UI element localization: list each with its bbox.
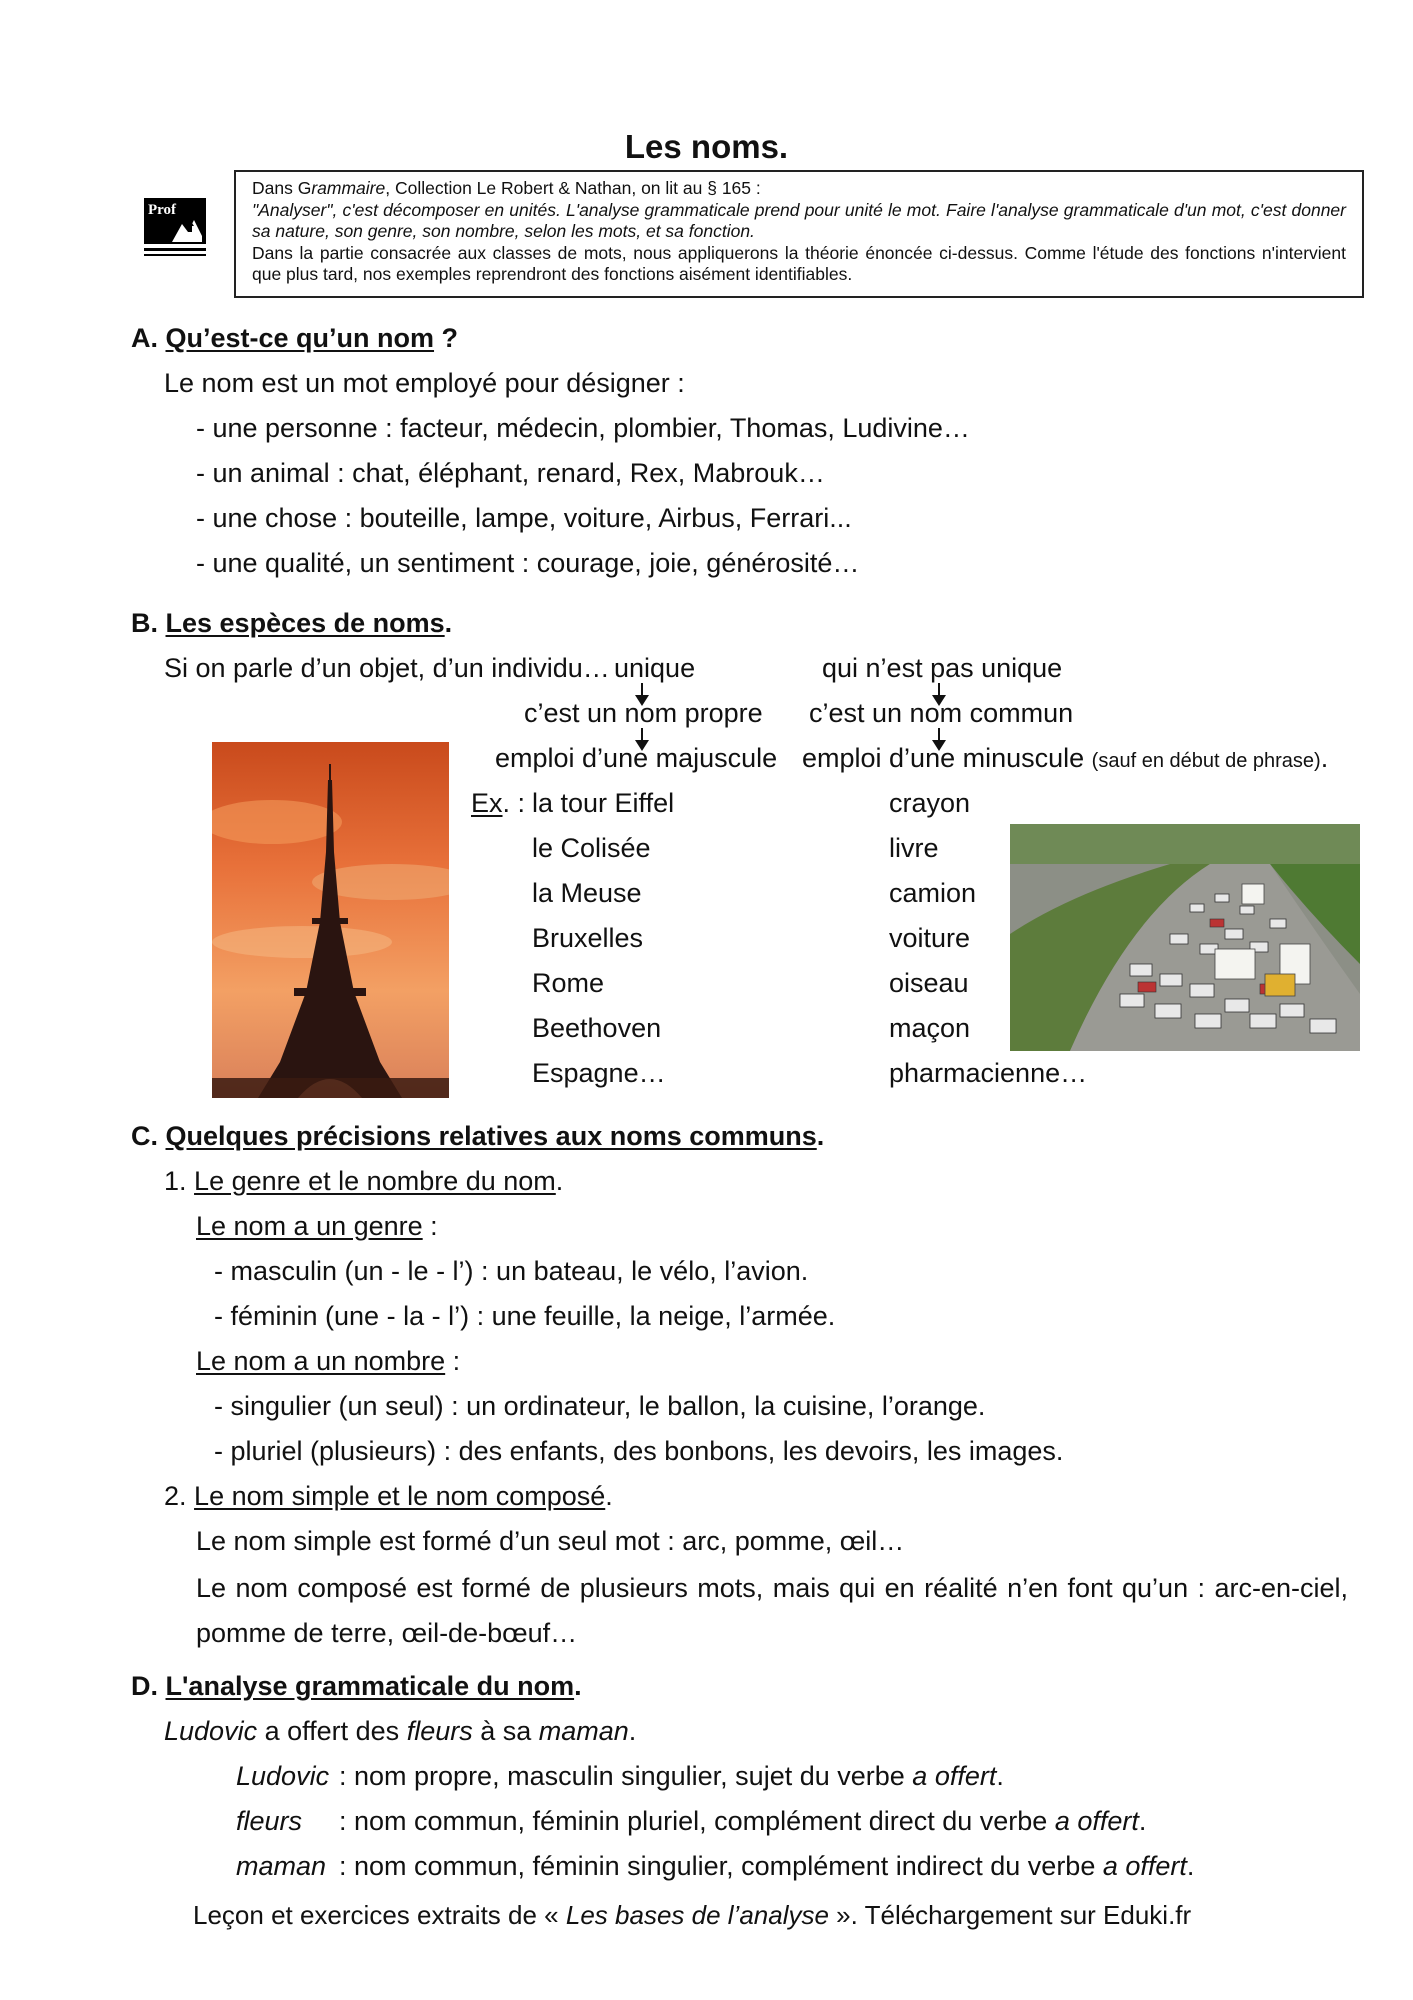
lowercase-label: emploi d’une minuscule (sauf en début de phrase). [802, 743, 1329, 773]
compound-noun-text: Le nom composé est formé de plusieurs mots, mais qui en réalité n’en font qu’un : arc-en-ciel, pomme de terre, œil-de-bœuf… [196, 1573, 1348, 1648]
arrow-down-icon [641, 728, 643, 741]
subsection-2-title: 2. Le nom simple et le nom composé. [164, 1481, 613, 1511]
prof-icon [142, 196, 208, 258]
citation-box [234, 170, 1364, 298]
simple-noun-text: Le nom simple est formé d’un seul mot : arc, pomme, œil… [196, 1526, 905, 1556]
list-item: - une chose : bouteille, lampe, voiture, Airbus, Ferrari... [196, 503, 852, 533]
common-example: livre [889, 833, 939, 863]
analysis-word: maman [236, 1851, 327, 1881]
capital-label: emploi d’une majuscule [495, 743, 778, 773]
nombre-title: Le nom a un nombre : [196, 1346, 461, 1376]
proper-noun-label: c’est un nom propre [524, 698, 763, 728]
section-a-intro: Le nom est un mot employé pour désigner : [164, 368, 685, 398]
eiffel-tower-image [212, 742, 449, 1098]
analysis-desc: : nom propre, masculin singulier, sujet du verbe a offert. [339, 1761, 1004, 1791]
proper-example: Espagne… [532, 1058, 666, 1088]
common-example: camion [889, 878, 977, 908]
analysis-word: fleurs [236, 1806, 303, 1836]
analysis-desc: : nom commun, féminin singulier, complément indirect du verbe a offert. [339, 1851, 1195, 1881]
analysis-word: Ludovic [236, 1761, 330, 1791]
not-unique-label: qui n’est pas unique [822, 653, 1063, 683]
citation-source: Dans Grammaire, Collection Le Robert & Nathan, on lit au § 165 : [252, 178, 761, 198]
analysis-desc: : nom commun, féminin pluriel, complément direct du verbe a offert. [339, 1806, 1147, 1836]
proper-example: Beethoven [532, 1013, 662, 1043]
footer: Leçon et exercices extraits de « Les bases de l’analyse ». Téléchargement sur Eduki.fr [193, 1900, 1192, 1930]
section-b-intro: Si on parle d’un objet, d’un individu… [164, 653, 610, 683]
list-item: - une personne : facteur, médecin, plombier, Thomas, Ludivine… [196, 413, 970, 443]
examples-label: Ex. : [471, 788, 526, 818]
proper-example: la tour Eiffel [532, 788, 675, 818]
arrow-down-icon [938, 728, 940, 741]
list-item: - masculin (un - le - l’) : un bateau, le vélo, l’avion. [214, 1256, 809, 1286]
citation-note: Dans la partie consacrée aux classes de mots, nous appliquerons la théorie énoncée ci-dessus. Comme l'étude des fonctions n'intervient que plus tard, nos exemples reprendront des fonctions aisément identifiables. [252, 242, 1346, 284]
proper-example: le Colisée [532, 833, 651, 863]
section-c-heading: C. Quelques précisions relatives aux noms communs. [131, 1121, 825, 1151]
subsection-1-title: 1. Le genre et le nombre du nom. [164, 1166, 564, 1196]
unique-label: unique [614, 653, 696, 683]
common-example: oiseau [889, 968, 969, 998]
common-noun-label: c’est un nom commun [809, 698, 1074, 728]
section-b-heading: B. Les espèces de noms. [131, 608, 453, 638]
list-item: - un animal : chat, éléphant, renard, Rex, Mabrouk… [196, 458, 825, 488]
proper-example: Rome [532, 968, 605, 998]
common-example: pharmacienne… [889, 1058, 1088, 1088]
arrow-down-icon [641, 683, 643, 696]
list-item: - singulier (un seul) : un ordinateur, le ballon, la cuisine, l’orange. [214, 1391, 986, 1421]
proper-example: la Meuse [532, 878, 642, 908]
traffic-jam-image [1010, 824, 1360, 1051]
arrow-down-icon [938, 683, 940, 696]
list-item: - une qualité, un sentiment : courage, joie, générosité… [196, 548, 860, 578]
list-item: - féminin (une - la - l’) : une feuille, la neige, l’armée. [214, 1301, 836, 1331]
page-title: Les noms. [624, 128, 789, 165]
citation-quote: "Analyser", c'est décomposer en unités. L'analyse grammaticale prend pour unité le mot. Faire l'analyse grammaticale d'un mot, c'est donner sa nature, son genre, son nombre, selon les mots, et sa fonction. [252, 199, 1346, 241]
genre-title: Le nom a un genre : [196, 1211, 438, 1241]
proper-example: Bruxelles [532, 923, 644, 953]
prof-icon-label: Prof [148, 202, 177, 218]
section-d-heading: D. L'analyse grammaticale du nom. [131, 1671, 582, 1701]
example-sentence: Ludovic a offert des fleurs à sa maman. [164, 1716, 637, 1746]
common-example: voiture [889, 923, 971, 953]
list-item: - pluriel (plusieurs) : des enfants, des bonbons, les devoirs, les images. [214, 1436, 1064, 1466]
common-example: maçon [889, 1013, 971, 1043]
common-example: crayon [889, 788, 971, 818]
section-a-heading: A. Qu’est-ce qu’un nom ? [131, 323, 459, 353]
